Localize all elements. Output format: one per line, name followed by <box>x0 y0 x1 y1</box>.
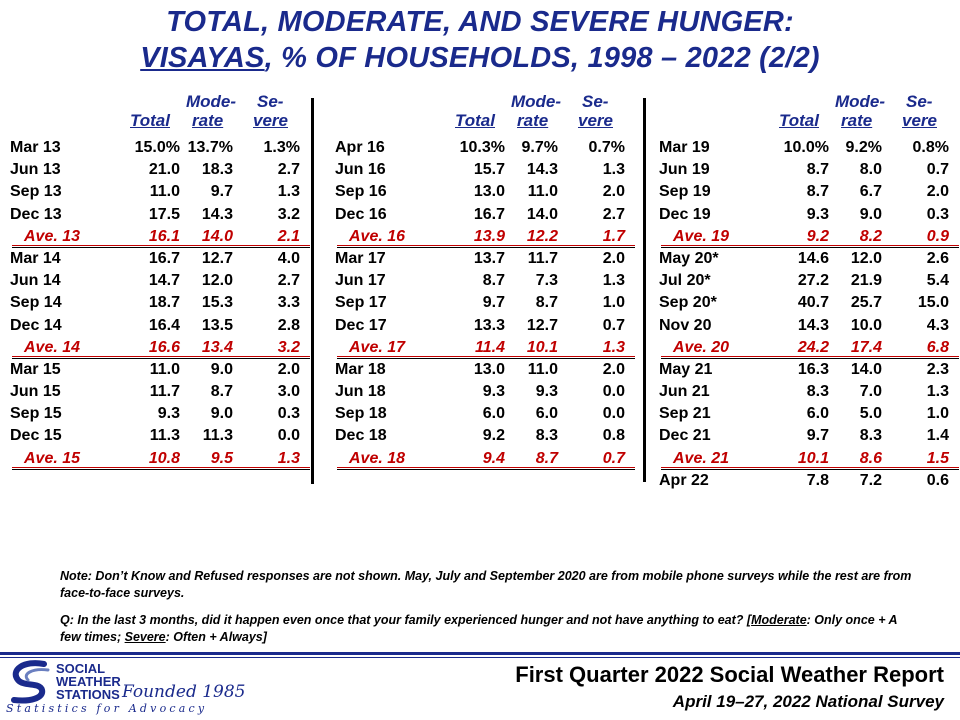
severe-value: 15.0 <box>917 294 949 312</box>
logo-line2: WEATHER <box>56 674 121 689</box>
severe-value: 1.4 <box>926 427 949 445</box>
total-value: 16.6 <box>148 338 180 356</box>
moderate-value: 14.3 <box>201 205 233 223</box>
total-value: 9.3 <box>157 405 180 423</box>
table-row <box>659 403 959 425</box>
header-moderate-top: Mode- <box>511 92 562 111</box>
table-row <box>335 315 635 337</box>
total-value: 13.0 <box>473 360 505 378</box>
severe-value: 1.5 <box>926 449 949 467</box>
severe-value: 2.8 <box>277 316 300 334</box>
total-value: 11.7 <box>149 383 180 401</box>
severe-value: 4.0 <box>277 249 300 267</box>
row-label: Apr 22 <box>659 471 709 489</box>
row-label: Nov 20 <box>659 316 712 334</box>
severe-value: 1.3 <box>277 183 300 201</box>
total-value: 11.0 <box>149 360 180 378</box>
severe-value: 0.8% <box>912 139 949 156</box>
moderate-value: 12.0 <box>201 272 233 290</box>
row-label: Dec 18 <box>335 427 387 445</box>
moderate-value: 5.0 <box>859 405 882 423</box>
row-label: Dec 13 <box>10 205 62 223</box>
table-row <box>659 181 959 203</box>
row-label: Ave. 15 <box>24 449 81 467</box>
total-value: 16.7 <box>473 205 505 223</box>
table-row <box>659 204 959 226</box>
total-value: 9.3 <box>482 383 505 401</box>
table-row <box>659 381 959 403</box>
table-row <box>10 315 310 337</box>
table-row <box>10 359 310 381</box>
moderate-value: 14.0 <box>850 360 882 378</box>
row-label: Mar 19 <box>659 139 710 156</box>
severe-value: 3.2 <box>277 205 300 223</box>
header-severe-bottom: vere <box>578 111 613 130</box>
table-row <box>10 292 310 314</box>
moderate-value: 14.3 <box>526 161 558 179</box>
moderate-value: 25.7 <box>850 294 882 312</box>
total-value: 14.3 <box>797 316 829 334</box>
total-value: 10.0% <box>783 139 829 156</box>
table-row <box>659 270 959 292</box>
table-row <box>335 292 635 314</box>
table-row <box>335 359 635 381</box>
row-label: Ave. 13 <box>24 227 81 245</box>
table-row <box>335 270 635 292</box>
swirl-logo-icon <box>4 660 56 704</box>
row-label: Ave. 18 <box>349 449 406 467</box>
column-header <box>10 92 310 132</box>
row-label: May 20* <box>659 249 719 267</box>
table-row <box>10 248 310 270</box>
table-row <box>10 270 310 292</box>
header-severe-bottom: vere <box>253 111 288 130</box>
severe-value: 0.7 <box>602 316 625 334</box>
severe-value: 1.3 <box>602 272 625 290</box>
header-severe-bottom: vere <box>902 111 937 130</box>
severe-value: 0.7 <box>602 449 625 467</box>
moderate-value: 10.1 <box>526 338 558 356</box>
moderate-value: 8.3 <box>535 427 558 445</box>
total-value: 13.0 <box>473 183 505 201</box>
total-value: 9.7 <box>482 294 505 312</box>
row-label: Jun 19 <box>659 161 710 179</box>
row-label: Sep 15 <box>10 405 62 423</box>
severe-value: 0.0 <box>602 405 625 423</box>
footer-divider <box>0 652 960 655</box>
severe-value: 3.2 <box>277 338 300 356</box>
footer-divider-thin <box>0 657 960 658</box>
row-label: Dec 21 <box>659 427 711 445</box>
table-row <box>335 403 635 425</box>
row-label: Ave. 21 <box>673 449 730 467</box>
table-row <box>335 137 635 159</box>
severe-value: 2.0 <box>602 183 625 201</box>
table-row <box>335 159 635 181</box>
table-row <box>10 425 310 447</box>
moderate-value: 7.2 <box>859 471 882 489</box>
row-label: May 21 <box>659 360 713 378</box>
average-row <box>10 448 310 470</box>
total-value: 9.2 <box>806 227 829 245</box>
table-rows <box>659 137 959 492</box>
moderate-value: 9.3 <box>535 383 558 401</box>
average-row <box>659 448 959 470</box>
severe-value: 3.3 <box>277 294 300 312</box>
moderate-value: 13.5 <box>201 316 233 334</box>
moderate-value: 9.0 <box>210 360 233 378</box>
severe-value: 2.7 <box>277 272 300 290</box>
total-value: 8.7 <box>806 161 829 179</box>
table-row <box>335 381 635 403</box>
moderate-value: 10.0 <box>850 316 882 334</box>
severe-value: 0.0 <box>277 427 300 445</box>
severe-value: 2.0 <box>602 360 625 378</box>
total-value: 11.3 <box>149 427 180 445</box>
severe-value: 0.8 <box>602 427 625 445</box>
severe-value: 1.3 <box>926 383 949 401</box>
table-row <box>659 248 959 270</box>
row-label: Jul 20* <box>659 272 711 290</box>
total-value: 16.3 <box>797 360 829 378</box>
row-label: Sep 20* <box>659 294 717 312</box>
total-value: 13.7 <box>473 249 505 267</box>
moderate-value: 7.3 <box>535 272 558 290</box>
average-row <box>10 226 310 248</box>
total-value: 7.8 <box>806 471 829 489</box>
severe-value: 1.3 <box>602 161 625 179</box>
sws-logo <box>4 660 264 718</box>
row-label: Sep 21 <box>659 405 711 423</box>
total-value: 13.9 <box>473 227 505 245</box>
moderate-value: 11.3 <box>202 427 233 445</box>
total-value: 6.0 <box>482 405 505 423</box>
severe-value: 0.0 <box>602 383 625 401</box>
column-header <box>335 92 635 132</box>
total-value: 8.7 <box>806 183 829 201</box>
total-value: 15.7 <box>473 161 505 179</box>
moderate-value: 13.7% <box>187 139 233 156</box>
column-divider <box>311 98 314 484</box>
moderate-value: 12.2 <box>526 227 558 245</box>
severe-value: 1.0 <box>926 405 949 423</box>
moderate-value: 14.0 <box>526 205 558 223</box>
table-row <box>335 204 635 226</box>
table-row <box>335 425 635 447</box>
table-row <box>10 403 310 425</box>
table-row <box>659 159 959 181</box>
severe-value: 0.3 <box>277 405 300 423</box>
severe-value: 1.3% <box>263 139 300 156</box>
note-text: Note: Don’t Know and Refused responses are not shown. May, July and September 2020 are from mobile phone surveys while the rest are from face-to-face surveys. <box>60 569 912 600</box>
total-value: 16.7 <box>148 249 180 267</box>
average-row <box>335 337 635 359</box>
table-row <box>659 470 959 492</box>
table-row <box>10 181 310 203</box>
row-label: Mar 13 <box>10 139 61 156</box>
total-value: 8.7 <box>482 272 505 290</box>
total-value: 40.7 <box>797 294 829 312</box>
row-label: Sep 18 <box>335 405 387 423</box>
row-label: Dec 17 <box>335 316 387 334</box>
table-row <box>659 137 959 159</box>
row-label: Jun 21 <box>659 383 710 401</box>
total-value: 11.0 <box>149 183 180 201</box>
row-label: Jun 15 <box>10 383 61 401</box>
total-value: 9.3 <box>806 205 829 223</box>
row-label: Ave. 20 <box>673 338 730 356</box>
region-name: VISAYAS <box>140 42 265 74</box>
header-severe-top: Se- <box>582 92 609 111</box>
row-label: Sep 16 <box>335 183 387 201</box>
total-value: 10.3% <box>459 139 505 156</box>
row-label: Mar 14 <box>10 249 61 267</box>
table-row <box>335 181 635 203</box>
row-label: Mar 18 <box>335 360 386 378</box>
moderate-value: 8.7 <box>535 449 558 467</box>
table-row <box>10 381 310 403</box>
moderate-value: 12.7 <box>526 316 558 334</box>
row-label: Jun 14 <box>10 272 61 290</box>
total-value: 14.7 <box>148 272 180 290</box>
moderate-value: 8.0 <box>859 161 882 179</box>
row-label: Sep 19 <box>659 183 711 201</box>
question-text: Q: In the last 3 months, did it happen even once that your family experienced hunger and not have anything to eat? [Moderate: Only once + A few times; Severe: Often + Always] <box>60 613 898 644</box>
table-row <box>659 359 959 381</box>
header-moderate-top: Mode- <box>186 92 237 111</box>
header-moderate-bottom: rate <box>517 111 549 130</box>
total-value: 10.1 <box>797 449 829 467</box>
severe-value: 1.3 <box>277 449 300 467</box>
column-divider <box>643 98 646 482</box>
table-row <box>659 425 959 447</box>
total-value: 13.3 <box>473 316 505 334</box>
total-value: 14.6 <box>797 249 829 267</box>
row-label: Dec 14 <box>10 316 62 334</box>
row-label: Apr 16 <box>335 139 385 156</box>
table-row <box>659 292 959 314</box>
header-severe-top: Se- <box>257 92 284 111</box>
column-header <box>659 92 959 132</box>
total-value: 11.4 <box>475 338 505 356</box>
severe-value: 0.3 <box>926 205 949 223</box>
moderate-value: 14.0 <box>201 227 233 245</box>
severe-value: 0.6 <box>926 471 949 489</box>
moderate-value: 9.0 <box>210 405 233 423</box>
total-value: 15.0% <box>134 139 180 156</box>
report-title: First Quarter 2022 Social Weather Report <box>515 662 944 687</box>
row-label: Jun 16 <box>335 161 386 179</box>
severe-value: 2.0 <box>277 360 300 378</box>
moderate-value: 9.7% <box>521 139 558 156</box>
row-label: Sep 14 <box>10 294 62 312</box>
moderate-value: 8.7 <box>535 294 558 312</box>
total-value: 10.8 <box>148 449 180 467</box>
moderate-value: 13.4 <box>201 338 233 356</box>
survey-date: April 19–27, 2022 National Survey <box>672 692 944 711</box>
row-label: Jun 17 <box>335 272 386 290</box>
table-row <box>10 204 310 226</box>
row-label: Dec 19 <box>659 205 711 223</box>
severe-value: 1.3 <box>602 338 625 356</box>
moderate-value: 21.9 <box>850 272 882 290</box>
moderate-value: 12.7 <box>201 249 233 267</box>
row-label: Ave. 16 <box>349 227 406 245</box>
moderate-value: 7.0 <box>859 383 882 401</box>
total-value: 6.0 <box>806 405 829 423</box>
moderate-value: 9.5 <box>210 449 233 467</box>
header-total: Total <box>455 111 495 130</box>
total-value: 16.1 <box>148 227 180 245</box>
severe-value: 0.9 <box>926 227 949 245</box>
table-row <box>659 315 959 337</box>
severe-value: 2.7 <box>602 205 625 223</box>
page-title-line2 <box>0 42 960 75</box>
severe-value: 2.6 <box>926 249 949 267</box>
table-row <box>335 248 635 270</box>
moderate-value: 11.0 <box>527 183 558 201</box>
row-label: Jun 18 <box>335 383 386 401</box>
total-value: 17.5 <box>148 205 180 223</box>
severe-value: 6.8 <box>926 338 949 356</box>
logo-founded: Founded 1985 <box>122 682 246 702</box>
row-label: Dec 16 <box>335 205 387 223</box>
moderate-value: 12.0 <box>850 249 882 267</box>
severe-value: 4.3 <box>926 316 949 334</box>
severe-value: 2.7 <box>277 161 300 179</box>
moderate-value: 6.7 <box>859 183 882 201</box>
total-value: 9.4 <box>482 449 505 467</box>
moderate-value: 15.3 <box>201 294 233 312</box>
table-row <box>10 137 310 159</box>
row-label: Ave. 14 <box>24 338 81 356</box>
table-rows <box>335 137 635 470</box>
row-label: Dec 15 <box>10 427 62 445</box>
table-row <box>10 159 310 181</box>
title-rest: , % OF HOUSEHOLDS, 1998 – 2022 (2/2) <box>264 42 820 74</box>
total-value: 9.2 <box>482 427 505 445</box>
average-row <box>659 337 959 359</box>
header-moderate-bottom: rate <box>841 111 873 130</box>
row-label: Ave. 17 <box>349 338 406 356</box>
page-title-line1: TOTAL, MODERATE, AND SEVERE HUNGER: <box>166 6 794 38</box>
logo-line1: SOCIAL <box>56 661 106 676</box>
header-moderate-bottom: rate <box>192 111 224 130</box>
severe-value: 2.1 <box>277 227 300 245</box>
moderate-value: 11.0 <box>527 360 558 378</box>
total-value: 24.2 <box>797 338 829 356</box>
total-value: 18.7 <box>148 294 180 312</box>
severe-value: 5.4 <box>926 272 949 290</box>
moderate-value: 9.2% <box>845 139 882 156</box>
severe-value: 0.7 <box>926 161 949 179</box>
row-label: Mar 17 <box>335 249 386 267</box>
moderate-value: 11.7 <box>527 249 558 267</box>
moderate-value: 17.4 <box>850 338 882 356</box>
severe-value: 2.0 <box>926 183 949 201</box>
severe-value: 2.0 <box>602 249 625 267</box>
row-label: Sep 13 <box>10 183 62 201</box>
moderate-value: 8.3 <box>859 427 882 445</box>
row-label: Jun 13 <box>10 161 61 179</box>
moderate-label: Moderate <box>751 613 807 627</box>
logo-line3: STATIONS <box>56 687 120 702</box>
severe-value: 1.0 <box>602 294 625 312</box>
moderate-value: 18.3 <box>201 161 233 179</box>
row-label: Ave. 19 <box>673 227 730 245</box>
table-rows <box>10 137 310 470</box>
severe-value: 2.3 <box>926 360 949 378</box>
severe-value: 0.7% <box>588 139 625 156</box>
row-label: Sep 17 <box>335 294 387 312</box>
logo-tagline: Statistics for Advocacy <box>6 702 208 715</box>
total-value: 27.2 <box>797 272 829 290</box>
total-value: 9.7 <box>806 427 829 445</box>
moderate-value: 8.2 <box>859 227 882 245</box>
total-value: 8.3 <box>806 383 829 401</box>
moderate-value: 6.0 <box>535 405 558 423</box>
total-value: 21.0 <box>148 161 180 179</box>
severe-label: Severe <box>124 630 166 644</box>
average-row <box>335 448 635 470</box>
average-row <box>335 226 635 248</box>
header-moderate-top: Mode- <box>835 92 886 111</box>
header-severe-top: Se- <box>906 92 933 111</box>
total-value: 16.4 <box>148 316 180 334</box>
average-row <box>10 337 310 359</box>
header-total: Total <box>779 111 819 130</box>
moderate-value: 8.6 <box>859 449 882 467</box>
average-row <box>659 226 959 248</box>
moderate-value: 9.0 <box>859 205 882 223</box>
moderate-value: 8.7 <box>210 383 233 401</box>
severe-value: 3.0 <box>277 383 300 401</box>
moderate-value: 9.7 <box>210 183 233 201</box>
header-total: Total <box>130 111 170 130</box>
severe-value: 1.7 <box>602 227 625 245</box>
row-label: Mar 15 <box>10 360 61 378</box>
